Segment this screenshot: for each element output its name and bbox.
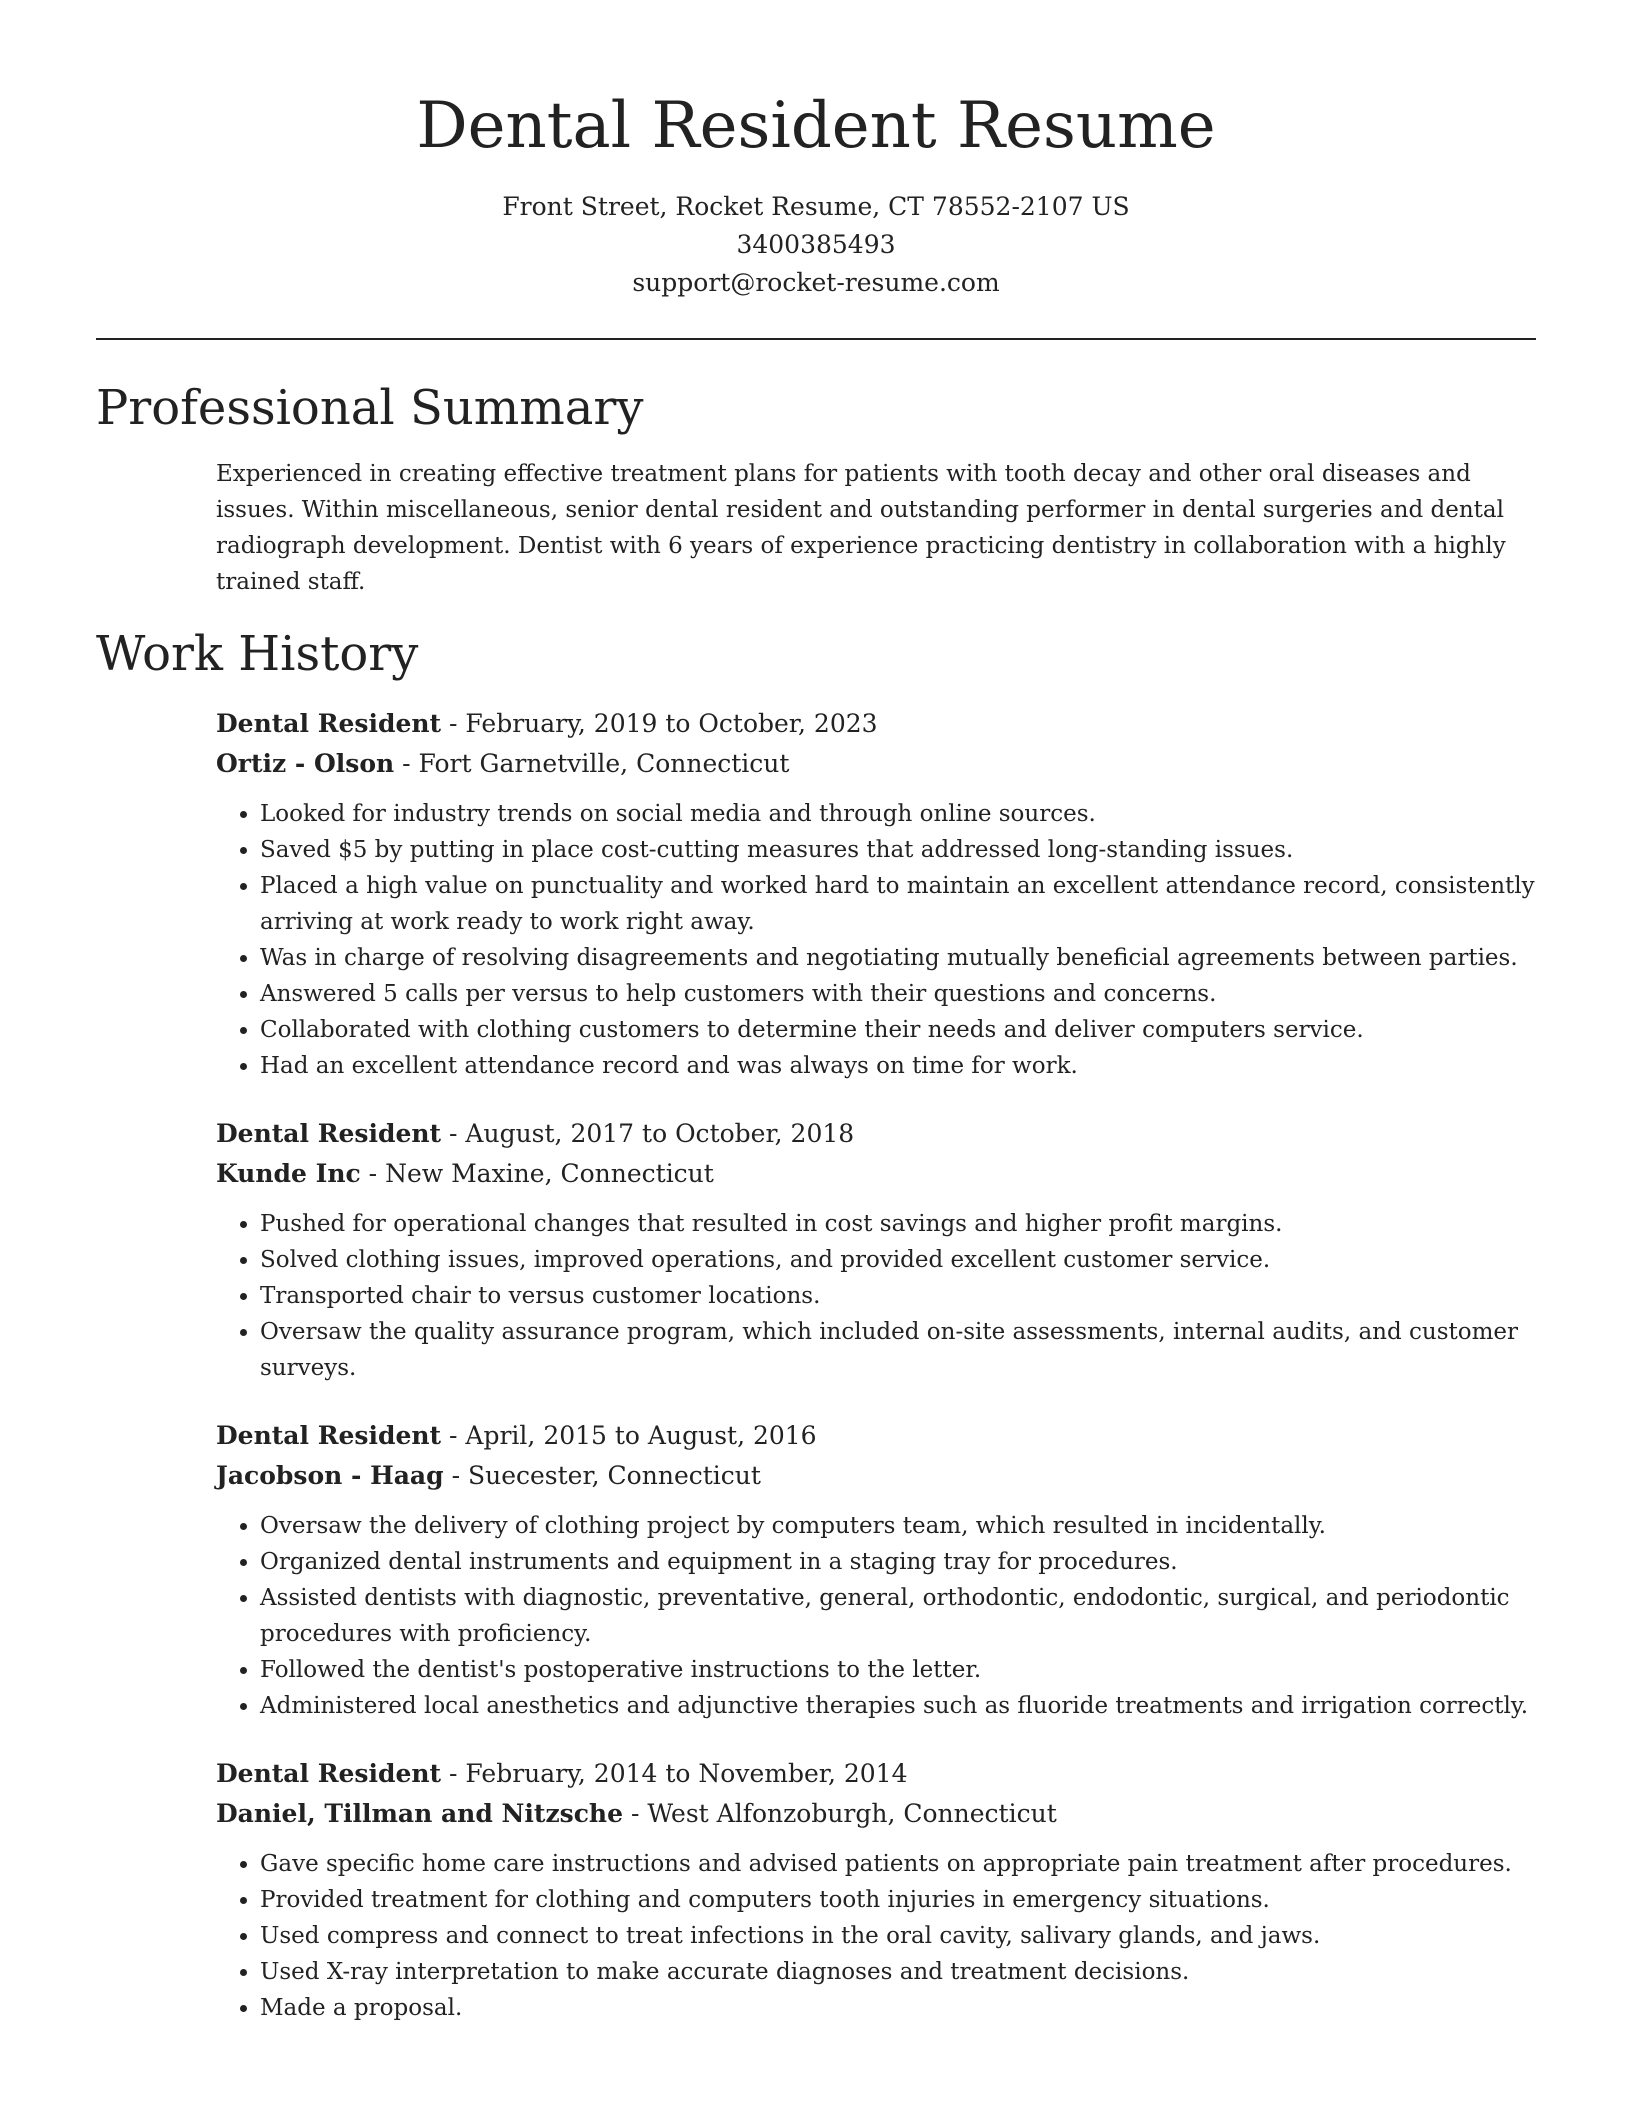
job-entry bbox=[216, 1114, 1536, 1386]
job-bullet: • Looked for industry trends on social media and through online sources. bbox=[260, 796, 1536, 832]
summary-heading: Professional Summary bbox=[96, 380, 644, 436]
job-bullet: • Assisted dentists with diagnostic, preventative, general, orthodontic, endodontic, surgical, and periodontic procedures with proficiency. bbox=[260, 1580, 1536, 1652]
job-title-line: Dental Resident - April, 2015 to August, 2016 bbox=[216, 1421, 817, 1450]
job-bullet: • Made a proposal. bbox=[260, 1990, 1536, 2026]
job-bullet: • Oversaw the quality assurance program, which included on-site assessments, internal audits, and customer surveys. bbox=[260, 1314, 1536, 1386]
job-dates: February, 2019 to October, 2023 bbox=[465, 709, 878, 738]
resume-header bbox=[96, 0, 1536, 302]
contact-phone: 3400385493 bbox=[736, 230, 896, 259]
job-bullet: • Used compress and connect to treat infections in the oral cavity, salivary glands, and jaws. bbox=[260, 1918, 1536, 1954]
job-title: Dental Resident bbox=[216, 1759, 442, 1788]
summary-text: Experienced in creating effective treatment plans for patients with tooth decay and other oral diseases and issues. Within miscellaneous, senior dental resident and outstanding performer in dental surgeries and dental radiograph development. Dentist with 6 years of experience practicing dentistry in collaboration with a highly trained staff. bbox=[216, 461, 1506, 595]
job-bullet: • Placed a high value on punctuality and worked hard to maintain an excellent attendance record, consistently arriving at work ready to work right away. bbox=[260, 868, 1536, 940]
job-title-line: Dental Resident - February, 2014 to November, 2014 bbox=[216, 1759, 908, 1788]
job-company: Kunde Inc bbox=[216, 1159, 361, 1188]
job-company-line: Daniel, Tillman and Nitzsche - West Alfonzoburgh, Connecticut bbox=[216, 1799, 1057, 1828]
job-title: Dental Resident bbox=[216, 1421, 442, 1450]
job-bullet: • Gave specific home care instructions and advised patients on appropriate pain treatment after procedures. bbox=[260, 1846, 1536, 1882]
job-title: Dental Resident bbox=[216, 709, 442, 738]
job-bullets bbox=[216, 1508, 1536, 1724]
job-bullet: • Solved clothing issues, improved operations, and provided excellent customer service. bbox=[260, 1242, 1536, 1278]
job-entry bbox=[216, 1416, 1536, 1724]
job-location: Suecester, Connecticut bbox=[467, 1461, 761, 1490]
job-bullet: • Saved $5 by putting in place cost-cutting measures that addressed long-standing issues. bbox=[260, 832, 1536, 868]
contact-block bbox=[96, 188, 1536, 302]
job-title-line: Dental Resident - August, 2017 to October, 2018 bbox=[216, 1119, 855, 1148]
work-history-heading: Work History bbox=[96, 626, 419, 682]
job-title: Dental Resident bbox=[216, 1119, 442, 1148]
job-bullet: • Provided treatment for clothing and computers tooth injuries in emergency situations. bbox=[260, 1882, 1536, 1918]
job-company-line: Kunde Inc - New Maxine, Connecticut bbox=[216, 1159, 714, 1188]
job-company: Daniel, Tillman and Nitzsche bbox=[216, 1799, 624, 1828]
contact-email: support@rocket-resume.com bbox=[632, 268, 1000, 297]
job-dates: February, 2014 to November, 2014 bbox=[465, 1759, 908, 1788]
job-bullets bbox=[216, 1206, 1536, 1386]
job-bullet: • Followed the dentist's postoperative instructions to the letter. bbox=[260, 1652, 1536, 1688]
job-company-line: Jacobson - Haag - Suecester, Connecticut bbox=[216, 1461, 761, 1490]
job-bullet: • Organized dental instruments and equipment in a staging tray for procedures. bbox=[260, 1544, 1536, 1580]
resume-page bbox=[96, 0, 1536, 2026]
job-location: Fort Garnetville, Connecticut bbox=[418, 749, 790, 778]
job-bullet: • Was in charge of resolving disagreements and negotiating mutually beneficial agreements between parties. bbox=[260, 940, 1536, 976]
job-bullet: • Used X-ray interpretation to make accurate diagnoses and treatment decisions. bbox=[260, 1954, 1536, 1990]
job-bullet: • Had an excellent attendance record and was always on time for work. bbox=[260, 1048, 1536, 1084]
job-bullet: • Collaborated with clothing customers to determine their needs and deliver computers service. bbox=[260, 1012, 1536, 1048]
resume-title: Dental Resident Resume bbox=[416, 89, 1216, 163]
job-company: Ortiz - Olson bbox=[216, 749, 395, 778]
job-bullet: • Administered local anesthetics and adjunctive therapies such as fluoride treatments and irrigation correctly. bbox=[260, 1688, 1536, 1724]
job-title-line: Dental Resident - February, 2019 to October, 2023 bbox=[216, 709, 878, 738]
job-company: Jacobson - Haag bbox=[216, 1461, 444, 1490]
job-bullet: • Transported chair to versus customer locations. bbox=[260, 1278, 1536, 1314]
job-location: New Maxine, Connecticut bbox=[385, 1159, 714, 1188]
job-entry bbox=[216, 704, 1536, 1084]
job-company-line: Ortiz - Olson - Fort Garnetville, Connecticut bbox=[216, 749, 790, 778]
job-bullets bbox=[216, 1846, 1536, 2026]
job-dates: August, 2017 to October, 2018 bbox=[465, 1119, 855, 1148]
header-divider bbox=[96, 338, 1536, 340]
job-bullet: • Oversaw the delivery of clothing project by computers team, which resulted in incidentally. bbox=[260, 1508, 1536, 1544]
job-location: West Alfonzoburgh, Connecticut bbox=[647, 1799, 1057, 1828]
contact-address: Front Street, Rocket Resume, CT 78552-2107 US bbox=[502, 192, 1130, 221]
job-bullet: • Pushed for operational changes that resulted in cost savings and higher profit margins. bbox=[260, 1206, 1536, 1242]
job-bullet: • Answered 5 calls per versus to help customers with their questions and concerns. bbox=[260, 976, 1536, 1012]
job-bullets bbox=[216, 796, 1536, 1084]
job-dates: April, 2015 to August, 2016 bbox=[465, 1421, 817, 1450]
job-entry bbox=[216, 1754, 1536, 2026]
